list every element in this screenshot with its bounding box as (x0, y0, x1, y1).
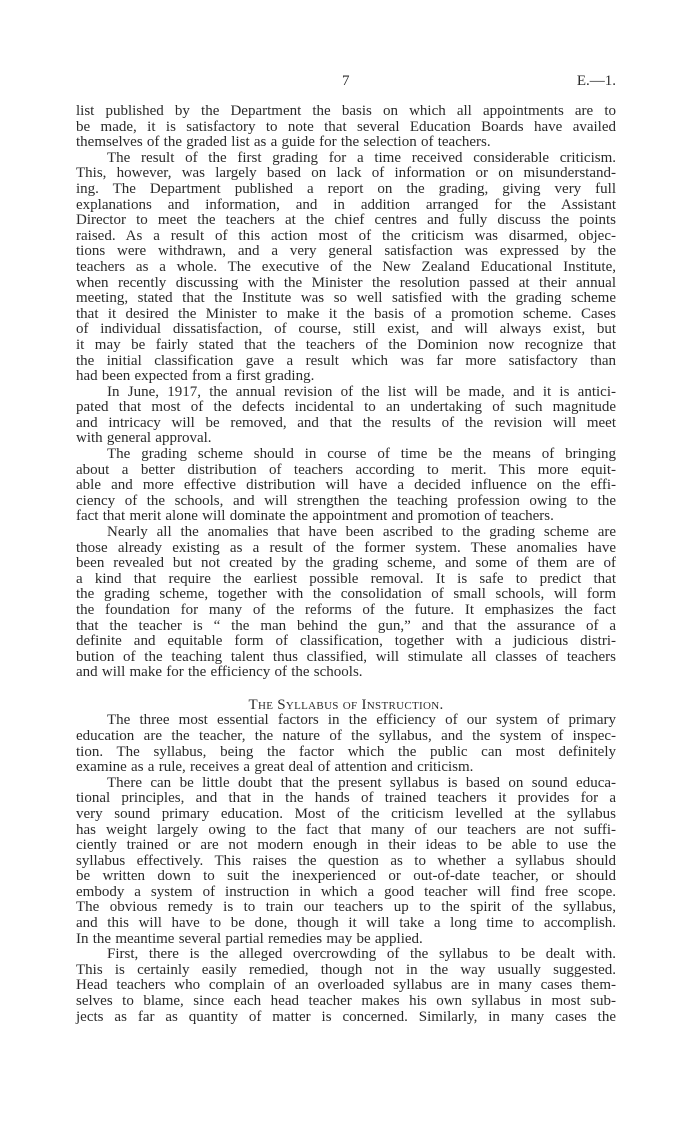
text-line: The result of the first grading for a time received considerable criticism. (107, 149, 616, 166)
paragraph (76, 447, 616, 525)
text-line: selves to blame, since each head teacher makes his own syllabus in most sub- (76, 993, 616, 1010)
text-line: about a better distribution of teachers according to merit. This more equit- (76, 461, 616, 478)
text-line: fact that merit alone will dominate the appointment and promotion of teachers. (76, 508, 554, 525)
text-line: embody a system of instruction in which a good teacher will find free scope. (76, 883, 616, 900)
text-line: that the teacher is “ the man behind the gun,” and that the assurance of a (76, 617, 616, 634)
text-line: list published by the Department the basis on which all appointments are to (76, 103, 616, 119)
text-line: This, however, was largely based on lack of information or on misunderstand- (76, 165, 616, 182)
text-line: raised. As a result of this action most of the criticism was disarmed, objec- (76, 227, 616, 244)
paragraph (76, 947, 616, 1025)
text-line: definite and equitable form of classification, together with a judicious distri- (76, 633, 616, 650)
text-line: that it desired the Minister to make it the basis of a promotion scheme. Cases (76, 305, 616, 322)
text-line: First, there is the alleged overcrowding of the syllabus to be dealt with. (107, 946, 616, 963)
paragraph (76, 104, 616, 151)
text-line: the initial classification gave a result which was far more satisfactory than (76, 352, 616, 369)
text-line: This is certainly easily remedied, though not in the way usually suggested. (76, 961, 616, 978)
text-line: pated that most of the defects incidental to an undertaking of such magnitude (76, 399, 616, 416)
text-line: a kind that require the earliest possible removal. It is safe to predict that (76, 570, 616, 587)
text-line: when recently discussing with the Minister the resolution passed at their annual (76, 274, 616, 291)
text-line: examine as a rule, receives a great deal of attention and criticism. (76, 759, 474, 776)
text-line: it may be fairly stated that the teachers of the Dominion now recognize that (76, 336, 616, 353)
section-heading: The Syllabus of Instruction. (248, 696, 444, 713)
paragraph (76, 151, 616, 385)
text-line: There can be little doubt that the present syllabus is based on sound educa- (107, 774, 616, 791)
text-line: themselves of the graded list as a guide for the selection of teachers. (76, 134, 491, 151)
text-line: meeting, stated that the Institute was so well satisfied with the grading scheme (76, 290, 616, 307)
text-line: ing. The Department published a report on the grading, giving very full (76, 180, 616, 197)
text-line: and will make for the efficiency of the schools. (76, 664, 363, 681)
text-line: Nearly all the anomalies that have been ascribed to the grading scheme are (107, 524, 616, 541)
body-text (76, 104, 616, 1025)
paragraph (76, 776, 616, 948)
text-line: Director to meet the teachers at the chief centres and fully discuss the points (76, 212, 616, 229)
text-line: had been expected from a first grading. (76, 368, 315, 385)
text-line: tion. The syllabus, being the factor which the public can most definitely (76, 743, 616, 760)
text-line: ciently trained or are not modern enough in their ideas to be able to use the (76, 837, 616, 854)
text-line: tional principles, and that in the hands of trained teachers it provides for a (76, 790, 616, 807)
text-line: those already existing as a result of the former system. These anomalies have (76, 539, 616, 556)
text-line: of individual dissatisfaction, of course, still exist, and will always exist, but (76, 321, 616, 338)
text-line: The three most essential factors in the efficiency of our system of primary (107, 712, 616, 729)
text-line: be written down to suit the inexperienced or out-of-date teacher, or should (76, 868, 616, 885)
text-line: be made, it is satisfactory to note that several Education Boards have availed (76, 118, 616, 135)
text-line: The obvious remedy is to train our teachers up to the spirit of the syllabus, (76, 899, 616, 916)
paragraph (76, 525, 616, 681)
text-line: and this will have to be done, though it will take a long time to accomplish. (76, 915, 616, 932)
text-line: very sound primary education. Most of the criticism levelled at the syllabus (76, 805, 616, 822)
text-line: explanations and information, and in addition arranged for the Assistant (76, 196, 616, 213)
paragraph (76, 385, 616, 447)
text-line: able and more effective distribution will have a decided influence on the effi- (76, 477, 616, 494)
text-line: education are the teacher, the nature of the syllabus, and the system of inspec- (76, 727, 616, 744)
text-line: the foundation for many of the reforms of the future. It emphasizes the fact (76, 602, 616, 618)
text-line: been revealed but not created by the grading scheme, and some of them are of (76, 555, 616, 572)
text-line: and intricacy will be removed, and that the results of the revision will meet (76, 414, 616, 431)
text-line: In June, 1917, the annual revision of the list will be made, and it is antici- (107, 383, 616, 400)
text-line: bution of the teaching talent thus classified, will stimulate all classes of teachers (76, 648, 616, 665)
text-line: syllabus effectively. This raises the question as to whether a syllabus should (76, 852, 616, 869)
text-line: with general approval. (76, 430, 212, 447)
page-number: 7 (342, 73, 350, 89)
text-line: Head teachers who complain of an overloaded syllabus are in many cases them- (76, 977, 616, 994)
text-line: teachers as a whole. The executive of the New Zealand Educational Institute, (76, 258, 616, 275)
text-line: The grading scheme should in course of time be the means of bringing (107, 446, 616, 463)
text-line: jects as far as quantity of matter is concerned. Similarly, in many cases the (76, 1008, 616, 1025)
text-line: In the meantime several partial remedies may be applied. (76, 930, 423, 947)
paragraph (76, 713, 616, 775)
text-line: ciency of the schools, and will strengthen the teaching profession owing to the (76, 492, 616, 509)
text-line: has weight largely owing to the fact that many of our teachers are not suffi- (76, 821, 616, 838)
text-line: the grading scheme, together with the consolidation of small schools, will form (76, 586, 616, 603)
text-line: tions were withdrawn, and a very general satisfaction was expressed by the (76, 243, 616, 260)
document-code: E.—1. (576, 73, 616, 89)
